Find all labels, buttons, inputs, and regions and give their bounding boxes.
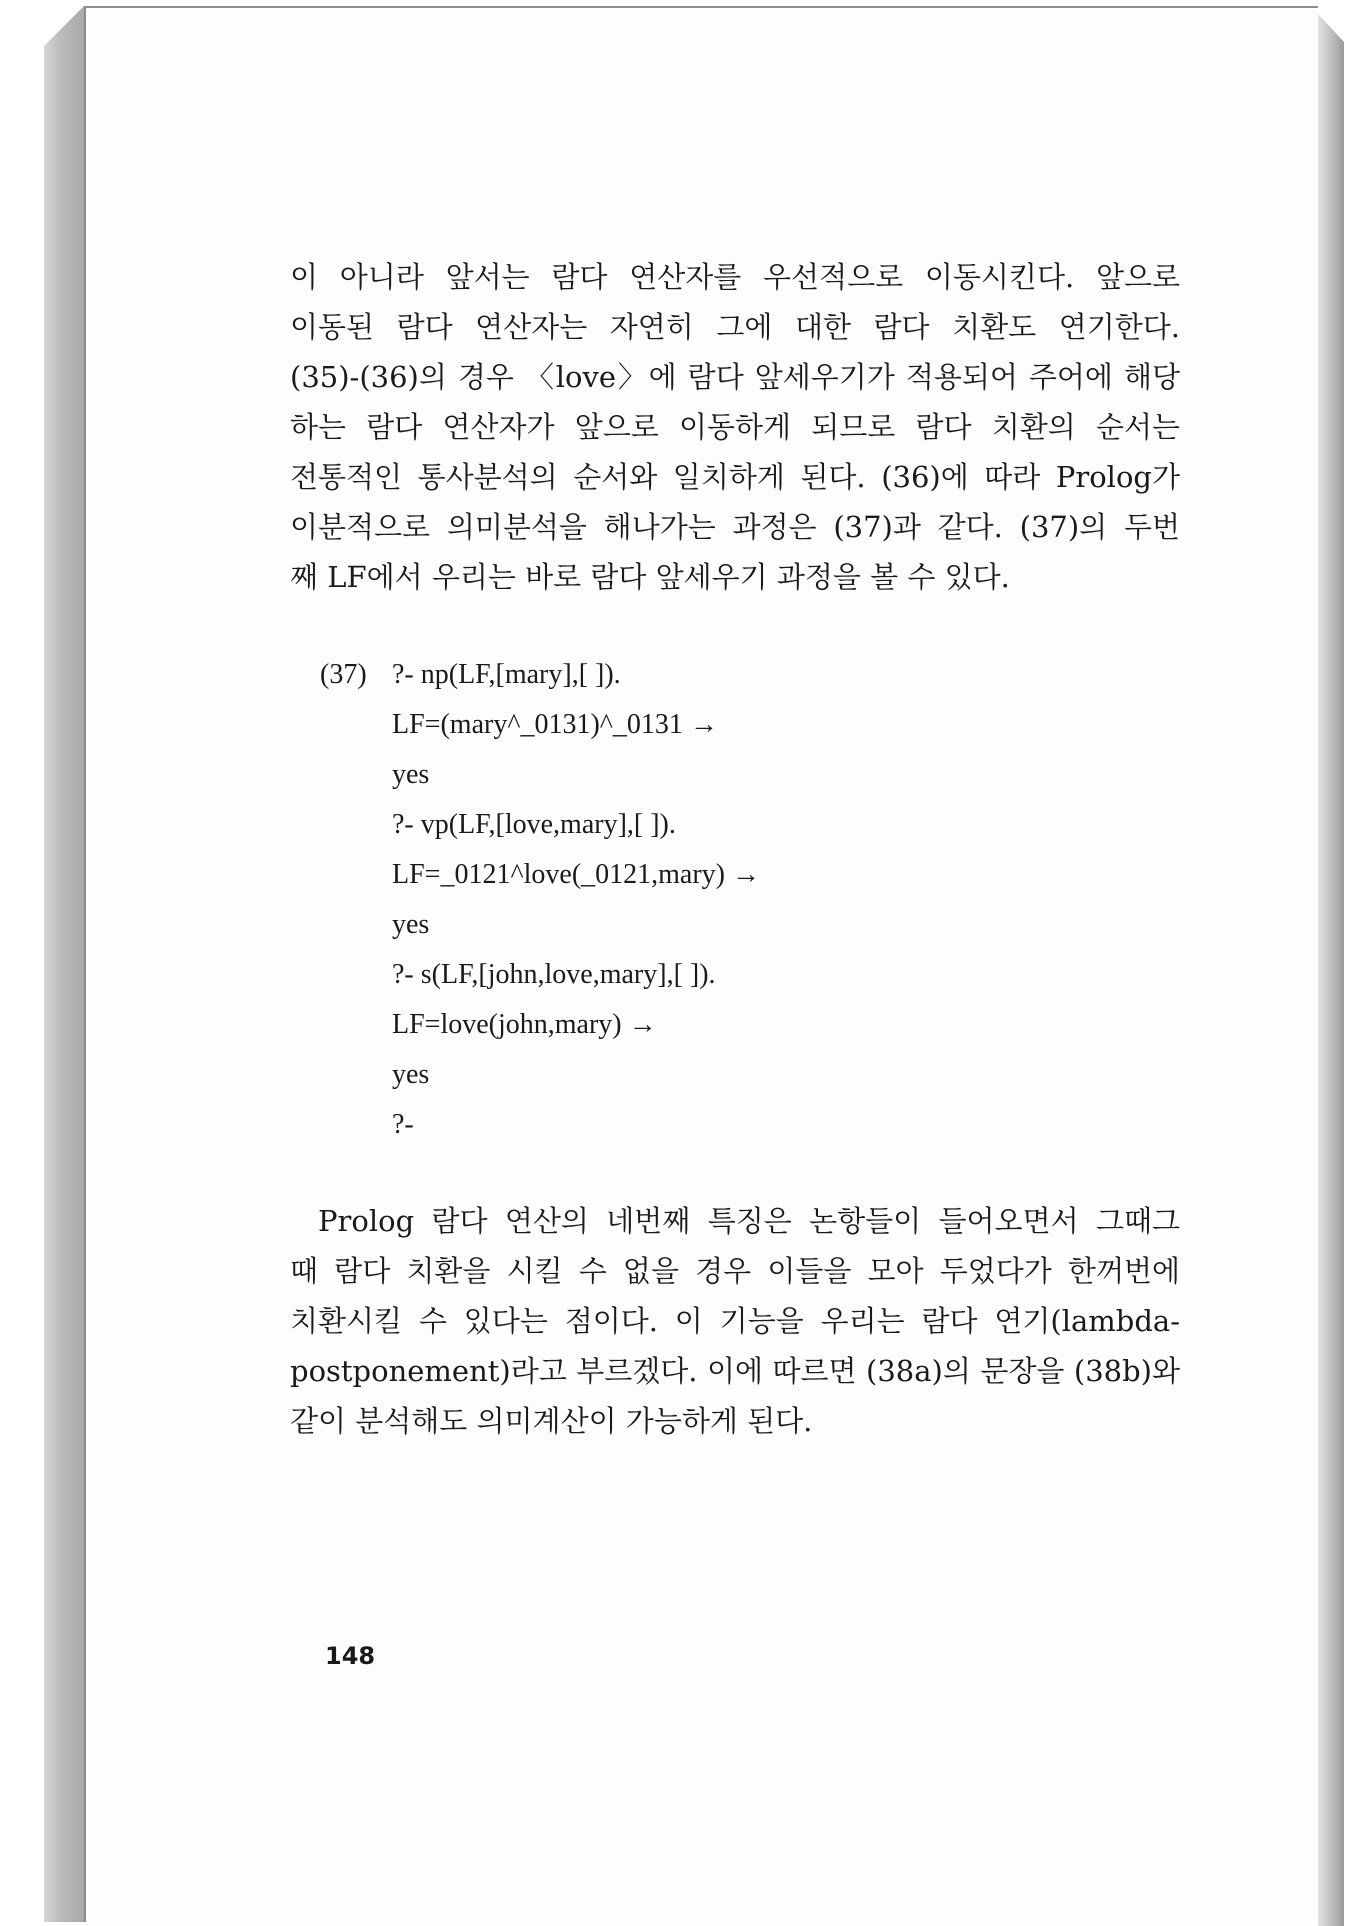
text-line: 하는 람다 연산자가 앞으로 이동하게 되므로 람다 치환의 순서는	[290, 410, 1180, 444]
example-number: (37)	[320, 659, 367, 690]
example-row	[320, 1050, 1080, 1100]
code-line: yes	[392, 909, 430, 940]
example-row	[320, 850, 1080, 900]
text-line: 같이 분석해도 의미계산이 가능하게 된다.	[290, 1404, 813, 1438]
text-line: 이 아니라 앞서는 람다 연산자를 우선적으로 이동시킨다. 앞으로	[290, 260, 1180, 294]
text-line: 치환시킬 수 있다는 점이다. 이 기능을 우리는 람다 연기(lambda-	[290, 1304, 1180, 1338]
example-row	[320, 700, 1080, 750]
example-37	[320, 650, 1080, 1150]
code-line: LF=(mary^_0131)^_0131 →	[392, 709, 718, 740]
text-line: 때 람다 치환을 시킬 수 없을 경우 이들을 모아 두었다가 한꺼번에	[290, 1254, 1180, 1288]
text-line: 째 LF에서 우리는 바로 람다 앞세우기 과정을 볼 수 있다.	[290, 560, 1010, 594]
code-line: ?- vp(LF,[love,mary],[ ]).	[392, 809, 676, 840]
page-number: 148	[325, 1642, 376, 1670]
text-line: Prolog 람다 연산의 네번째 특징은 논항들이 들어오면서 그때그	[318, 1204, 1180, 1238]
text-line: 이동된 람다 연산자는 자연히 그에 대한 람다 치환도 연기한다.	[290, 310, 1180, 344]
text-line: 이분적으로 의미분석을 해나가는 과정은 (37)과 같다. (37)의 두번	[290, 510, 1180, 544]
example-row	[320, 900, 1080, 950]
example-row	[320, 800, 1080, 850]
text-line: (35)-(36)의 경우 〈love〉에 람다 앞세우기가 적용되어 주어에 해당	[290, 360, 1180, 394]
code-line: ?- s(LF,[john,love,mary],[ ]).	[392, 959, 716, 990]
book-spine	[44, 6, 84, 1922]
code-line: yes	[392, 1059, 430, 1090]
paragraph-2	[290, 1196, 1180, 1446]
code-line: yes	[392, 759, 430, 790]
example-row	[320, 650, 1080, 700]
text-line: 전통적인 통사분석의 순서와 일치하게 된다. (36)에 따라 Prolog가	[290, 460, 1180, 494]
paragraph-1	[290, 252, 1180, 602]
example-row	[320, 950, 1080, 1000]
code-line: ?- np(LF,[mary],[ ]).	[392, 659, 621, 690]
text-line: postponement)라고 부르겠다. 이에 따르면 (38a)의 문장을 (38b)와	[290, 1354, 1180, 1388]
example-row	[320, 1000, 1080, 1050]
example-row	[320, 750, 1080, 800]
example-row	[320, 1100, 1080, 1150]
code-line: LF=_0121^love(_0121,mary) →	[392, 859, 760, 890]
code-line: LF=love(john,mary) →	[392, 1009, 657, 1040]
code-line: ?-	[392, 1109, 414, 1140]
page-block-edge	[1318, 14, 1344, 1926]
